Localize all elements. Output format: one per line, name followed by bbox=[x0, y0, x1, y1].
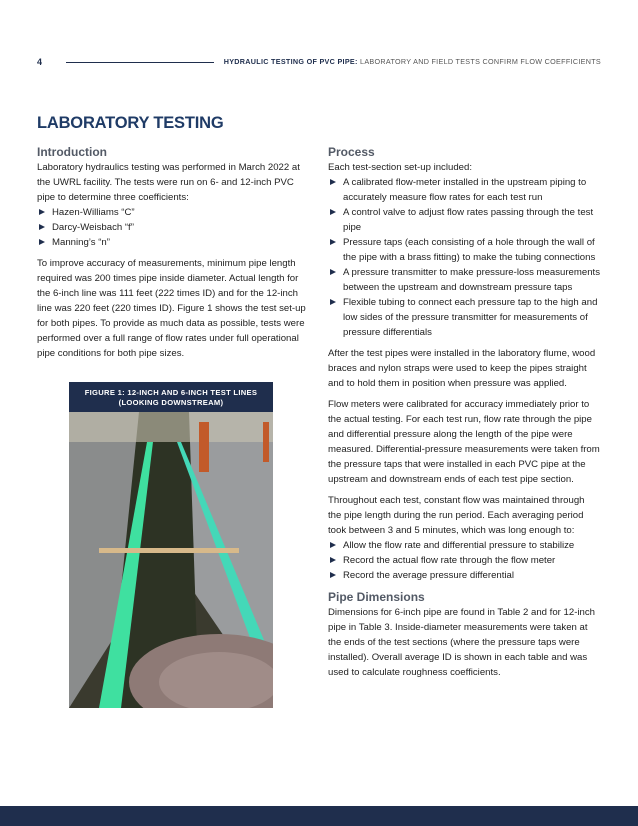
section-title: LABORATORY TESTING bbox=[37, 114, 224, 132]
process-heading: Process bbox=[328, 145, 375, 159]
list-item: Allow the flow rate and differential pressure to stabilize bbox=[328, 538, 600, 553]
running-header-rest: LABORATORY AND FIELD TESTS CONFIRM FLOW COEFFICIENTS bbox=[357, 57, 601, 66]
figure-caption bbox=[69, 382, 273, 412]
list-item: A control valve to adjust flow rates passing through the test pipe bbox=[328, 205, 600, 235]
dimensions-heading: Pipe Dimensions bbox=[328, 590, 425, 604]
page-number: 4 bbox=[37, 57, 43, 67]
flow-paragraph: Throughout each test, constant flow was maintained through the pipe length during the run period. Each averaging period took between 3 and 5 minutes, which was long enough to: bbox=[328, 495, 585, 536]
dimensions-paragraph: Dimensions for 6-inch pipe are found in Table 2 and for 12-inch pipe in Table 3. Inside-diameter measurements were taken at the ends of the test sections (where the pressure taps were installed). Overall average ID is shown in each table and was used to calculate roughness coefficients. bbox=[328, 607, 596, 678]
list-item: Flexible tubing to connect each pressure tap to the high and low sides of the pressure transmitter for measurements of pressure differentials bbox=[328, 295, 600, 340]
footer-bar bbox=[0, 806, 638, 826]
right-column bbox=[328, 144, 600, 680]
list-item: A pressure transmitter to make pressure-loss measurements between the upstream and downstream pressure taps bbox=[328, 265, 600, 295]
figure-caption-line-2: (LOOKING DOWNSTREAM) bbox=[118, 397, 224, 407]
list-item: Darcy-Weisbach “f” bbox=[37, 220, 309, 235]
install-paragraph: After the test pipes were installed in the laboratory flume, wood braces and nylon straps were used to keep the pipes straight and to hold them in position when pressure was applied. bbox=[328, 348, 596, 389]
left-column bbox=[37, 144, 309, 361]
list-item: Record the actual flow rate through the flow meter bbox=[328, 553, 600, 568]
running-header-bold: HYDRAULIC TESTING OF PVC PIPE: bbox=[223, 57, 358, 66]
list-item: Pressure taps (each consisting of a hole through the wall of the pipe with a brass fitting) to make the tubing connections bbox=[328, 235, 600, 265]
intro-paragraph: Laboratory hydraulics testing was performed in March 2022 at the UWRL facility. The tests were run on 6- and 12-inch PVC pipe to determine three coefficients: bbox=[37, 162, 300, 203]
list-item: Manning’s “n” bbox=[37, 235, 309, 250]
meters-paragraph: Flow meters were calibrated for accuracy immediately prior to the actual testing. For each test run, flow rate through the pipe and differential pressure along the length of the pipe were measured. Differential-pressure measurements were taken from the pressure taps that were installed in each PVC pipe at the upstream and downstream ends of each test pipe section. bbox=[328, 399, 600, 485]
run-list bbox=[328, 538, 600, 583]
list-item: Hazen-Williams “C” bbox=[37, 205, 309, 220]
coefficient-list bbox=[37, 205, 309, 250]
process-intro: Each test-section set-up included: bbox=[328, 162, 472, 173]
list-item: A calibrated flow-meter installed in the upstream piping to accurately measure flow rates for each test run bbox=[328, 175, 600, 205]
list-item: Record the average pressure differential bbox=[328, 568, 600, 583]
test-lines-photo bbox=[69, 382, 273, 708]
figure-1 bbox=[69, 382, 273, 708]
header-rule bbox=[66, 62, 214, 63]
setup-list bbox=[328, 175, 600, 340]
intro-heading: Introduction bbox=[37, 145, 107, 159]
running-header bbox=[224, 57, 601, 66]
figure-caption-line-1: FIGURE 1: 12-INCH AND 6-INCH TEST LINES bbox=[84, 388, 258, 397]
accuracy-paragraph: To improve accuracy of measurements, minimum pipe length required was 200 times pipe inside diameter. Actual length for the 6-inch line was 111 feet (222 times ID) and for the 12-inch line was 220 feet (220 times ID). Figure 1 shows the test set-up for both pipes. To provide as much data as possible, tests were performed over a full range of flow rates under full operational pipe conditions for both pipe sizes. bbox=[37, 258, 306, 359]
